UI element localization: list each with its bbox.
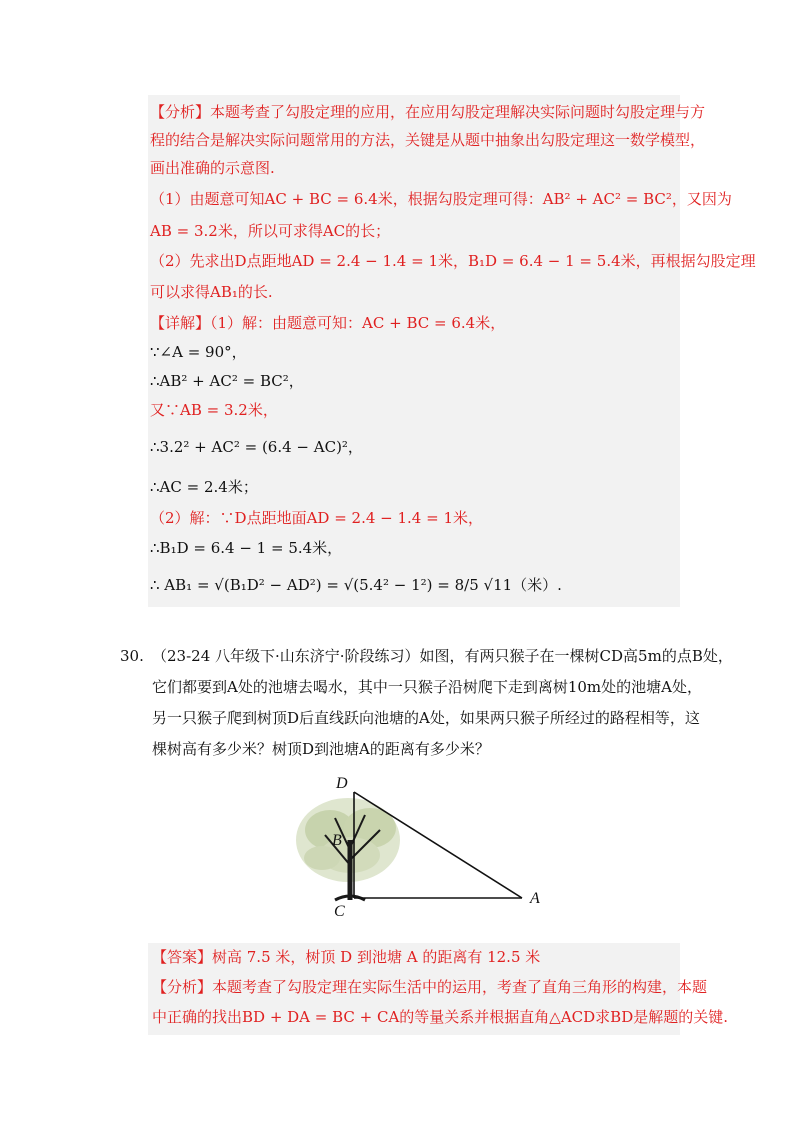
- question-line: 棵树高有多少米？树顶D到池塘A的距离有多少米？: [152, 740, 490, 758]
- label-D: D: [336, 775, 348, 792]
- label-B: B: [332, 832, 342, 849]
- question-number: 30.: [120, 647, 144, 665]
- solution-line: 又∵AB = 3.2米，: [150, 401, 278, 419]
- solution-line: ∵∠A = 90°，: [150, 343, 247, 361]
- solution-line: ∴ AB₁ = √(B₁D² − AD²) = √(5.4² − 1²) = 8/5 √11（米）.: [150, 576, 562, 594]
- question-line: 另一只猴子爬到树顶D后直线跃向池塘的A处，如果两只猴子所经过的路程相等，这: [152, 709, 700, 727]
- solution-line: 画出准确的示意图.: [150, 159, 275, 177]
- label-A: A: [530, 890, 540, 907]
- solution-line: 可以求得AB₁的长.: [150, 283, 273, 301]
- solution-line: （2）先求出D点距地AD = 2.4 − 1.4 = 1米，B₁D = 6.4 − 1 = 5.4米，再根据勾股定理: [150, 252, 756, 270]
- solution-line: 【详解】（1）解：由题意可知：AC + BC = 6.4米，: [150, 314, 506, 332]
- solution-line: ∴B₁D = 6.4 − 1 = 5.4米，: [150, 539, 343, 557]
- solution-line: 【分析】本题考查了勾股定理的应用，在应用勾股定理解决实际问题时勾股定理与方: [150, 103, 706, 121]
- solution-line: ∴3.2² + AC² = (6.4 − AC)²，: [150, 438, 363, 456]
- solution-line: （1）由题意可知AC + BC = 6.4米，根据勾股定理可得：AB² + AC² = BC²，又因为: [150, 190, 732, 208]
- solution-line: ∴AC = 2.4米；: [150, 478, 258, 496]
- label-C: C: [334, 903, 345, 920]
- answer-line: 中正确的找出BD + DA = BC + CA的等量关系并根据直角△ACD求BD是解题的关键.: [152, 1008, 729, 1026]
- question-line: （23-24 八年级下·山东济宁·阶段练习）如图，有两只猴子在一棵树CD高5m的点B处，: [152, 647, 733, 665]
- solution-line: ∴AB² + AC² = BC²，: [150, 372, 304, 390]
- solution-line: AB = 3.2米，所以可求得AC的长；: [150, 222, 391, 240]
- tree-triangle-figure: [290, 770, 560, 920]
- question-line: 它们都要到A处的池塘去喝水，其中一只猴子沿树爬下走到离树10m处的池塘A处，: [152, 678, 702, 696]
- answer-line: 【答案】树高 7.5 米，树顶 D 到池塘 A 的距离有 12.5 米: [152, 948, 541, 966]
- solution-line: （2）解：∵D点距地面AD = 2.4 − 1.4 = 1米，: [150, 509, 483, 527]
- answer-line: 【分析】本题考查了勾股定理在实际生活中的运用，考查了直角三角形的构建，本题: [152, 978, 708, 996]
- solution-line: 程的结合是解决实际问题常用的方法，关键是从题中抽象出勾股定理这一数学模型，: [150, 131, 706, 149]
